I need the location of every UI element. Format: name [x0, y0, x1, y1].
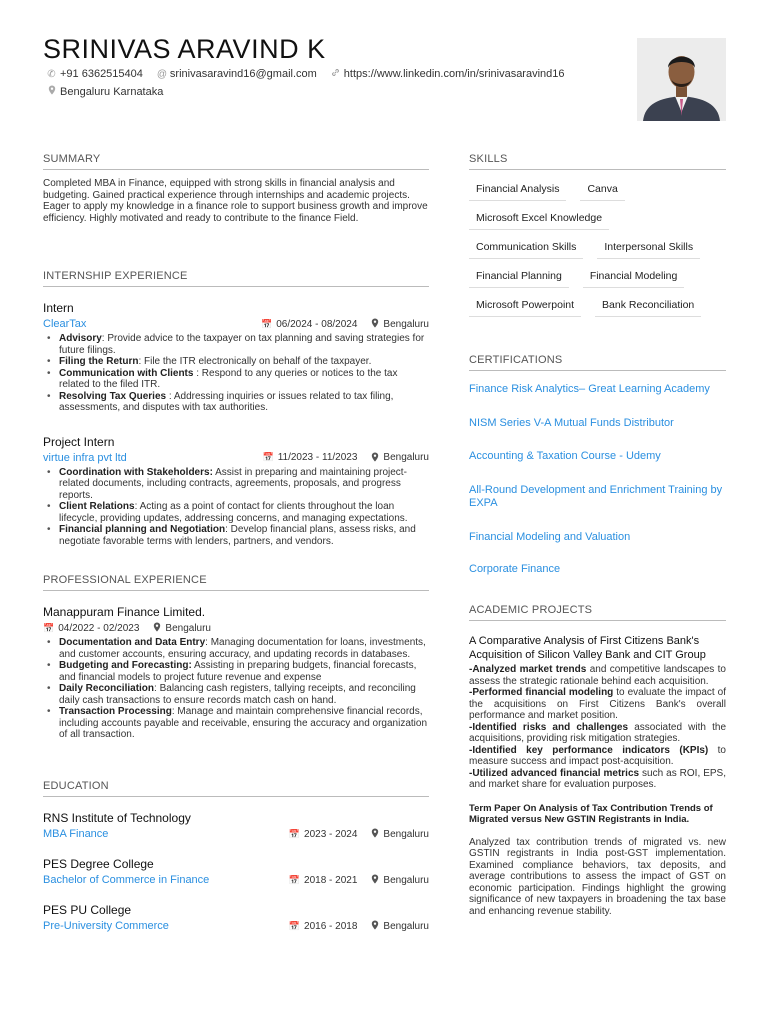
projects-section — [469, 604, 726, 917]
calendar-icon: 📅 — [43, 622, 55, 633]
map-pin-icon — [371, 874, 379, 886]
job-company: ClearTax — [43, 318, 87, 330]
certification-item: Accounting & Taxation Course - Udemy — [469, 450, 661, 462]
job-location: Bengaluru — [383, 452, 429, 463]
certification-item: Finance Risk Analytics– Great Learning Academy — [469, 383, 710, 395]
map-pin-icon — [47, 85, 56, 98]
job-role: Intern — [43, 301, 74, 315]
profile-photo — [637, 38, 726, 121]
job-role: Project Intern — [43, 434, 115, 449]
at-icon: @ — [156, 68, 168, 80]
list-item: • Financial planning and Negotiation: Develop financial plans, assess risks, and negotiate favorable terms with lenders, partners, and vendors. — [43, 524, 429, 547]
skill-tag: Communication Skills — [469, 234, 583, 259]
skill-tag: Microsoft Powerpoint — [469, 292, 581, 317]
skill-tag: Bank Reconciliation — [595, 292, 701, 317]
skills-section — [469, 153, 726, 321]
skills-list — [469, 176, 726, 321]
job-dates: 11/2023 - 11/2023 — [277, 452, 358, 463]
edu-school: PES PU College — [43, 903, 132, 917]
edu-meta — [289, 874, 429, 886]
contact-location — [47, 85, 177, 98]
certifications-section — [469, 354, 726, 577]
job-bullets — [43, 637, 429, 741]
job-location: Bengaluru — [383, 318, 429, 330]
skills-title: SKILLS — [469, 153, 726, 170]
edu-meta — [289, 920, 429, 932]
contact-email[interactable] — [157, 68, 317, 80]
job-company-name: Manappuram Finance Limited. — [43, 605, 206, 619]
edu-degree: MBA Finance — [43, 828, 109, 840]
contact-row — [47, 68, 579, 80]
list-item: • Communication with Clients : Respond to any queries or notices to the tax related to the filed ITR. — [43, 368, 429, 391]
email-text[interactable]: srinivasaravind16@gmail.com — [169, 68, 317, 80]
contact-phone — [47, 68, 143, 80]
job-meta — [43, 622, 429, 634]
edu-entry — [43, 811, 429, 840]
list-item: • Advisory: Provide advice to the taxpayer on tax planning and saving strategies for future filings. — [43, 333, 429, 356]
location-text: Bengaluru Karnataka — [60, 85, 164, 98]
certification-item: Corporate Finance — [469, 563, 561, 575]
list-item: • Transaction Processing: Manage and maintain comprehensive financial records, including accounts payable and receivable, ensuring the accuracy and organization of all transaction. — [43, 706, 429, 741]
list-item: • Client Relations: Acting as a point of contact for clients throughout the loan lifecycle, providing updates, addressing concerns, and managing expectations. — [43, 501, 429, 524]
job-meta — [261, 318, 429, 330]
internship-title: INTERNSHIP EXPERIENCE — [43, 270, 429, 287]
skill-tag: Financial Modeling — [583, 263, 685, 288]
skill-tag: Financial Analysis — [469, 176, 566, 201]
edu-meta — [289, 828, 429, 840]
summary-title: SUMMARY — [43, 153, 429, 170]
map-pin-icon — [371, 318, 379, 330]
calendar-icon: 📅 — [262, 452, 274, 462]
map-pin-icon — [371, 452, 379, 464]
map-pin-icon — [153, 622, 161, 634]
project-point: -Identified risks and challenges associated with the acquisitions, providing risk mitigation strategies. — [469, 721, 727, 744]
linkedin-text[interactable]: https://www.linkedin.com/in/srinivasaravind16 — [343, 68, 565, 80]
edu-years: 2016 - 2018 — [304, 920, 358, 932]
job-dates: 04/2022 - 02/2023 — [58, 622, 140, 634]
edu-entry — [43, 857, 429, 886]
job-entry — [43, 435, 429, 548]
edu-location: Bengaluru — [383, 874, 429, 886]
edu-location: Bengaluru — [383, 828, 429, 840]
calendar-icon: 📅 — [288, 828, 301, 839]
education-title: EDUCATION — [43, 780, 429, 797]
list-item: • Filing the Return: File the ITR electronically on behalf of the taxpayer. — [43, 356, 429, 368]
map-pin-icon — [371, 920, 379, 932]
skill-tag: Canva — [580, 176, 624, 201]
job-dates: 06/2024 - 08/2024 — [276, 318, 358, 330]
certification-item: Financial Modeling and Valuation — [469, 530, 631, 543]
project-point: -Utilized advanced financial metrics such as ROI, EPS, and market share for evaluation purposes. — [469, 767, 726, 790]
job-entry — [43, 605, 429, 741]
job-company: virtue infra pvt ltd — [43, 451, 127, 464]
projects-title: ACADEMIC PROJECTS — [469, 604, 726, 621]
calendar-icon: 📅 — [288, 874, 301, 885]
list-item: • Resolving Tax Queries : Addressing inquiries or issues related to tax filing, assessments, and disputes with tax authorities. — [43, 391, 429, 414]
list-item: • Coordination with Stakeholders: Assist in preparing and maintaining project-related documents, including contracts, agreements, proposals, and progress reports. — [43, 467, 429, 502]
project-title: A Comparative Analysis of First Citizens Bank's Acquisition of Silicon Valley Bank and CIT Group — [469, 635, 706, 661]
project-point: -Identified key performance indicators (KPIs) to measure success and impact post-acquisition. — [469, 744, 726, 767]
project-title: Term Paper On Analysis of Tax Contribution Trends of Migrated versus New GSTIN Registrants in India. — [469, 802, 713, 825]
job-meta — [262, 452, 429, 464]
certification-item: All-Round Development and Enrichment Training by EXPA — [469, 483, 723, 509]
edu-degree: Pre-University Commerce — [43, 920, 169, 932]
list-item: • Documentation and Data Entry: Managing documentation for loans, investments, and customer accounts, ensuring accuracy, and updating records in databases. — [43, 637, 429, 660]
link-icon — [331, 68, 340, 80]
skill-tag: Interpersonal Skills — [597, 234, 700, 259]
contact-linkedin[interactable] — [331, 68, 565, 80]
certifications-title: CERTIFICATIONS — [469, 354, 726, 371]
edu-school: PES Degree College — [43, 857, 154, 871]
job-entry — [43, 301, 429, 414]
edu-years: 2023 - 2024 — [304, 828, 358, 840]
professional-section — [43, 574, 429, 741]
summary-text: Completed MBA in Finance, equipped with strong skills in financial analysis and budgeting. Gained practical experience through internships and academic projects. Eager to apply my knowledge in a finance role to support business growth and improve efficiency. Highly motivated and ready to contribute to the finance Field. — [43, 178, 428, 224]
summary-section — [43, 153, 429, 224]
project-point: -Analyzed market trends and competitive landscapes to assess the strategic rationale behind each acquisition. — [469, 664, 726, 687]
job-bullets — [43, 467, 429, 548]
phone-text: +91 6362515404 — [60, 68, 143, 80]
calendar-icon: 📅 — [288, 920, 301, 931]
project-description: Analyzed tax contribution trends of migrated vs. new GSTIN registrants in India post-GST implementation. Examined compliance behaviors, tax deposits, and average contributions to assess the impact of GST on economic participation. Findings highlight the growing significance of new taxpayers in broadening the tax base and enhancing revenue stability. — [469, 836, 726, 917]
calendar-icon: 📅 — [261, 318, 273, 329]
education-section — [43, 780, 429, 932]
edu-entry — [43, 903, 429, 932]
list-item: • Budgeting and Forecasting: Assisting in preparing budgets, financial forecasts, and financial models to project future revenue and expense — [43, 660, 429, 683]
edu-school: RNS Institute of Technology — [43, 811, 191, 825]
certification-item: NISM Series V-A Mutual Funds Distributor — [469, 416, 674, 429]
skill-tag: Financial Planning — [469, 263, 569, 288]
internship-section — [43, 270, 429, 547]
edu-degree: Bachelor of Commerce in Finance — [43, 874, 210, 886]
resume-name: SRINIVAS ARAVIND K — [43, 34, 326, 64]
map-pin-icon — [371, 828, 379, 840]
list-item: • Daily Reconciliation: Balancing cash registers, tallying receipts, and reconciling daily cash transactions to ensure records match cash on hand. — [43, 683, 429, 706]
professional-title: PROFESSIONAL EXPERIENCE — [43, 574, 429, 591]
project-point: -Performed financial modeling to evaluate the impact of the acquisitions on First Citizens Bank's overall performance and market position. — [469, 687, 726, 721]
job-bullets — [43, 333, 429, 414]
edu-years: 2018 - 2021 — [304, 874, 358, 886]
skill-tag: Microsoft Excel Knowledge — [469, 205, 609, 230]
edu-location: Bengaluru — [383, 920, 429, 932]
project-description — [469, 664, 726, 791]
job-location: Bengaluru — [165, 622, 211, 634]
phone-icon: ✆ — [47, 68, 56, 80]
